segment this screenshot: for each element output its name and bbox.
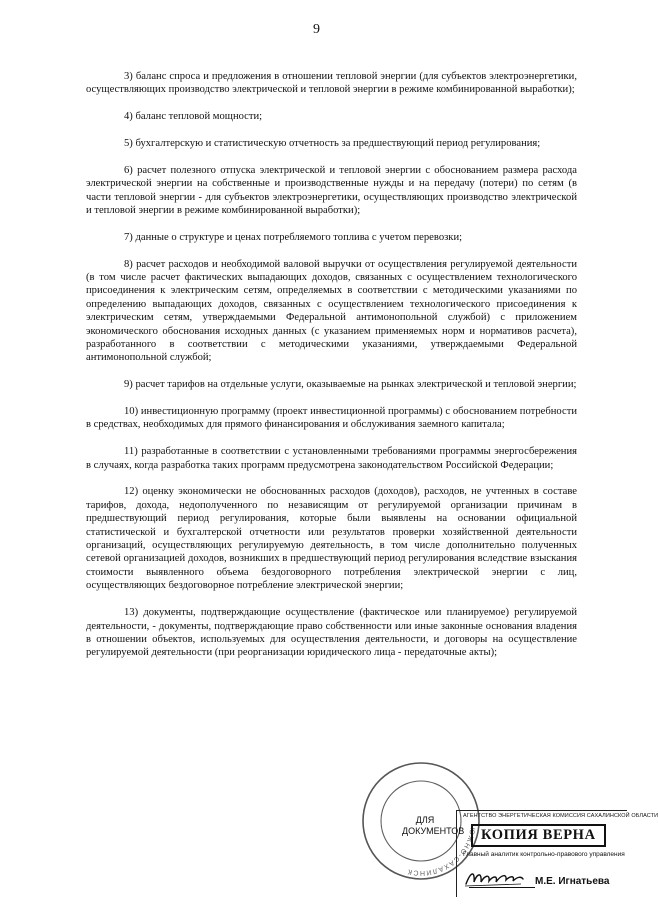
document-body [86,70,577,673]
seal-center-text: ДЛЯ ДОКУМЕНТОВ [402,815,465,836]
paragraph-item-11: 11) разработанные в соответствии с установленными требованиями программы энергосбережения в случаях, когда разработка таких программ предусмотрена законодательством Российской Федерации; [86,446,577,471]
seal-ring-text: ЮЖНО-САХАЛИНСК [406,826,476,877]
paragraph-item-5: 5) бухгалтерскую и статистическую отчетность за предшествующий период регулирования; [124,138,541,149]
page-number: 9 [313,22,320,37]
paragraph-item-12: 12) оценку экономически не обоснованных расходов (доходов), расходов, не учтенных в составе тарифов, дохода, недополученного по независящим от регулируемой организации причинам в предшествующий период регулирования, которые были выявлены на основании официальной статистической и бухгалтерской отчетности или результатов проверки хозяйственной деятельности организаций, осуществляющих регулируемую деятельность, в том числе дополнительно полученных сетевой организацией доходов, возникших в предшествующий период регулирования вследствие взыскания стоимости выявленного объема бездоговорного потребления электрической энергии с лиц, осуществляющих бездоговорное потребление электрической энергии; [86,486,577,592]
paragraph-item-8: 8) расчет расходов и необходимой валовой выручки от осуществления регулируемой деятельности (в том числе расчет фактических выпадающих доходов, связанных с осуществлением технологического присоединения к электрическим сетям, определяемых в соответствии с методическими указаниями по определению выпадающих доходов, связанных с осуществлением технологического присоединения к электрическим сетям, утверждаемыми Федеральной антимонопольной службой) с приложением экономического обоснования исходных данных (с указанием применяемых норм и нормативов расчета), разработанного в соответствии с методическими указаниями, утверждаемыми Федеральной антимонопольной службой; [86,258,577,364]
stamp-organization: АГЕНТСТВО ЭНЕРГЕТИЧЕСКАЯ КОМИССИЯ САХАЛИНСКОЙ ОБЛАСТИ [463,813,658,819]
paragraph-item-13: 13) документы, подтверждающие осуществление (фактическое или планируемое) регулируемой деятельности, - документы, подтверждающие право собственности или иные законные основания владения в отношении объектов, используемых для осуществления деятельности, и договоры на осуществление регулируемой деятельности (при реорганизации юридического лица - передаточные акты); [86,607,577,659]
paragraph-item-10: 10) инвестиционную программу (проект инвестиционной программы) с обоснованием потребности в средствах, необходимых для прямого финансирования и обслуживания заемного капитала; [86,406,577,431]
paragraph-item-3: 3) баланс спроса и предложения в отношении тепловой энергии (для субъектов электроэнергетики, осуществляющих производство электрической и тепловой энергии в режиме комбинированной выработки); [86,71,577,96]
paragraph-item-7: 7) данные о структуре и ценах потребляемого топлива с учетом перевозки; [124,231,463,243]
signature-line [469,887,535,888]
paragraph-item-4: 4) баланс тепловой мощности; [124,111,263,123]
stamp-position: Главный аналитик контрольно-правового управления [463,851,625,858]
copy-stamp [456,810,658,897]
paragraph-item-6: 6) расчет полезного отпуска электрической и тепловой энергии с обоснованием размера расхода электрической энергии на собственные и производственные нужды и на передачу (потери) по сетям (в части тепловой энергии - для субъектов электроэнергетики, осуществляющих производство электрической и тепловой энергии в режиме комбинированной выработки); [86,164,577,217]
stamp-signature-row [463,871,623,891]
handwritten-signature [463,867,525,889]
signer-name: М.Е. Игнатьева [535,876,610,887]
paragraph-item-9: 9) расчет тарифов на отдельные услуги, оказываемые на рынках электрической и тепловой энергии; [124,379,577,391]
stamp-title: КОПИЯ ВЕРНА [471,824,606,847]
